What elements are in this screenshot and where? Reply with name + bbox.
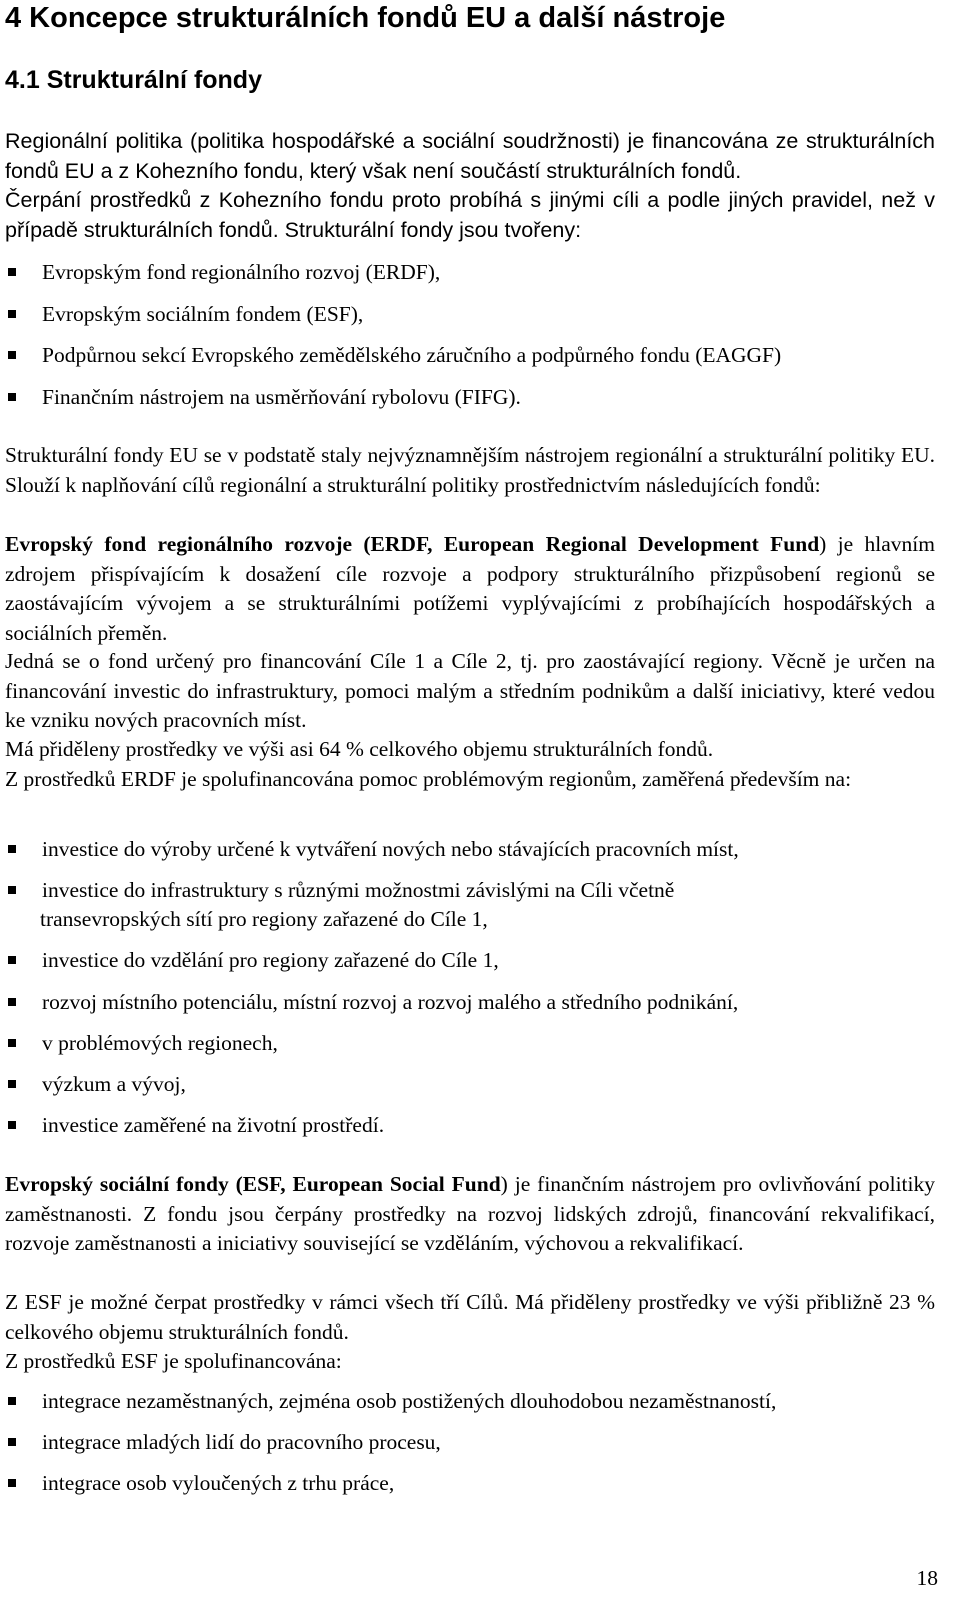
bullet-square-icon — [8, 268, 16, 276]
bullet-square-icon — [8, 998, 16, 1006]
esf-paragraph — [5, 1170, 935, 1259]
bullet-square-icon — [8, 351, 16, 359]
bullet-square-icon — [8, 1080, 16, 1088]
erdf-description: ) je hlavním zdrojem přispívajícím k dosažení cíle rozvoje a podpory strukturálního přizpůsobení regionů se zaostávajícím vývojem a se strukturálními potížemi vyplývajícími z probíhajících hospodářských a sociálních přeměn. — [5, 532, 936, 645]
bullet-square-icon — [8, 1479, 16, 1487]
bullet-square-icon — [8, 956, 16, 964]
erdf-cofinancing-paragraph: Z prostředků ERDF je spolufinancována pomoc problémovým regionům, zaměřená především na: — [5, 767, 852, 791]
intro-paragraph-2: Čerpání prostředků z Kohezního fondu proto probíhá s jinými cíli a podle jiných pravidel, než v případě strukturálních fondů. Strukturální fondy jsou tvořeny: — [5, 188, 935, 242]
erdf-paragraph — [5, 530, 935, 648]
bullet-square-icon — [8, 1121, 16, 1129]
bullet-square-icon — [8, 886, 16, 894]
bullet-square-icon — [8, 1039, 16, 1047]
structural-funds-paragraph: Strukturální fondy EU se v podstatě staly nejvýznamnějším nástrojem regionální a strukturální politiky EU. Slouží k naplňování cílů regionální a strukturální politiky prostřednictvím následujících fondů: — [5, 443, 935, 497]
bullet-square-icon — [8, 1397, 16, 1405]
erdf-purpose-paragraph: Jedná se o fond určený pro financování Cíle 1 a Cíle 2, tj. pro zaostávající regiony. Věcně je určen na financování investic do infrastruktury, pomoci malým a středním podnikům a další iniciativy, které vedou ke vzniku nových pracovních míst. — [5, 649, 935, 732]
bullet-square-icon — [8, 393, 16, 401]
bullet-square-icon — [8, 310, 16, 318]
intro-paragraph: Regionální politika (politika hospodářské a sociální soudržnosti) je financována ze strukturálních fondů EU a z Kohezního fondu, který však není součástí strukturálních fondů. — [5, 129, 935, 183]
page-number: 18 — [916, 1566, 938, 1590]
esf-cofinancing-paragraph: Z prostředků ESF je spolufinancována: — [5, 1349, 342, 1373]
chapter-heading: 4 Koncepce strukturálních fondů EU a další nástroje — [5, 2, 726, 34]
esf-description: ) je finančním nástrojem pro ovlivňování politiky zaměstnanosti. Z fondu jsou čerpány prostředky na rozvoj lidských zdrojů, financování rekvalifikací, rozvoje zaměstnanosti a iniciativy související se vzděláním, výchovou a rekvalifikací. — [5, 1172, 935, 1255]
erdf-term: Evropský fond regionálního rozvoje (ERDF, European Regional Development Fund — [5, 532, 820, 556]
bullet-square-icon — [8, 1438, 16, 1446]
esf-allocation-paragraph: Z ESF je možné čerpat prostředky v rámci všech tří Cílů. Má přiděleny prostředky ve výši přibližně 23 % celkového objemu strukturálních fondů. — [5, 1290, 935, 1344]
section-heading: 4.1 Strukturální fondy — [5, 66, 262, 94]
bullet-square-icon — [8, 845, 16, 853]
erdf-allocation-paragraph: Má přiděleny prostředky ve výši asi 64 % celkového objemu strukturálních fondů. — [5, 737, 714, 761]
document-page: 4 Koncepce strukturálních fondů EU a další nástroje 4.1 Strukturální fondy Regionální politika (politika hospodářské a sociální soudržnosti) je financována ze strukturálních fondů EU a z Kohezního fondu, který však není součástí strukturálních fondů. Čerpání prostředků z Kohezního fondu proto probíhá s jinými cíli a podle jiných pravidel, než v případě strukturálních fondů. Strukturální fondy jsou tvořeny: Evropským fond regionálního rozvoj (ERDF), Evropským sociálním fondem (ESF), Podpůrnou sekcí Evropského zemědělského záručního a podpůrného fondu (EAGGF) Finančním nástrojem na usměrňování rybolovu (FIFG). Strukturální fondy EU se v podstatě staly nejvýznamnějším nástrojem regionální a strukturální politiky EU. Slouží k naplňování cílů regionální a strukturální politiky prostřednictvím následujících fondů: Evropský fond regionálního rozvoje (ERDF, European Regional Development Fund) je hlavním zdrojem přispívajícím k dosažení cíle rozvoje a podpory strukturálního přizpůsobení regionů se zaostávajícím vývojem a se strukturálními potížemi vyplývajícími z probíhajících hospodářských a sociálních přeměn. Jedná se o fond určený pro financování Cíle 1 a Cíle 2, tj. pro zaostávající regiony. Věcně je určen na financování investic do infrastruktury, pomoci malým a středním podnikům a další iniciativy, které vedou ke vzniku nových pracovních míst. Má přiděleny prostředky ve výši asi 64 % celkového objemu strukturálních fondů. Z prostředků ERDF je spolufinancována pomoc problémovým regionům, zaměřená především na: investice do výroby určené k vytváření nových nebo stávajících pracovních míst, investice do infrastruktury s různými možnostmi závislými na Cíli včetně transevropských sítí pro regiony zařazené do Cíle 1, investice do vzdělání pro regiony zařazené do Cíle 1, rozvoj místního potenciálu, místní rozvoj a rozvoj malého a středního podnikání, v problémových regionech, výzkum a vývoj, investice zaměřené na životní prostředí. Evropský sociální fondy (ESF, European Social Fund) je finančním nástrojem pro ovlivňování politiky zaměstnanosti. Z fondu jsou čerpány prostředky na rozvoj lidských zdrojů, financování rekvalifikací, rozvoje zaměstnanosti a iniciativy související se vzděláním, výchovou a rekvalifikací. Z ESF je možné čerpat prostředky v rámci všech tří Cílů. Má přiděleny prostředky ve výši přibližně 23 % celkového objemu strukturálních fondů. Z prostředků ESF je spolufinancována: integrace nezaměstnaných, zejména osob postižených dlouhodobou nezaměstnaností, integrace mladých lidí do pracovního procesu, integrace osob vyloučených z trhu práce, 18 — [5, 2, 938, 1590]
esf-term: Evropský sociální fondy (ESF, European Social Fund — [5, 1172, 501, 1196]
